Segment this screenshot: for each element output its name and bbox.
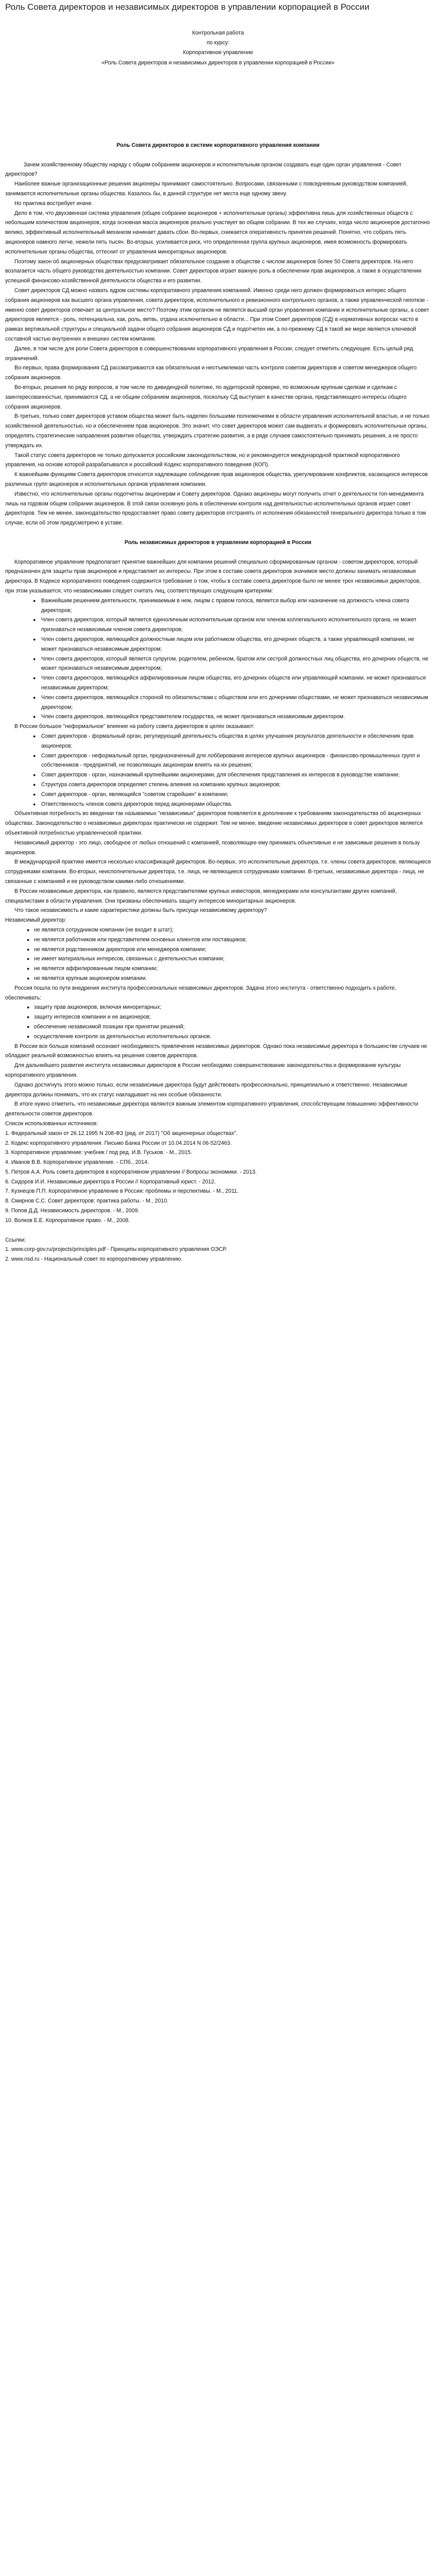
paragraph: Россия пошла по пути внедрения института профессиональных независимых директоров. Задача этого института - ответственно подходить к работе, обеспечивать: [5,985,396,1001]
bullet-list [5,596,431,722]
paragraph: Корпоративное управление предполагает принятие важнейших для компании решений специально сформированным органом - советом директоров, который предназначен для защиты прав акционеров и представляет их интересы. При этом в составе совета директоров значимое место должны занимать независимые директора. В Кодексе корпоративного поведения содержится требование о том, чтобы в составе совета директоров было не менее трех независимых директоров, при этом указывается, что независимыми следует считать лиц, соответствующих следующим критериям: [5,558,421,595]
reference-item: 3. Корпоративное управление: учебник / под ред. И.В. Гуськов. - М., 2015. [5,1149,193,1156]
reference-item: 8. Смирнов С.С. Совет директоров: практика работы. - М., 2010. [5,1198,169,1205]
section-heading: Роль независимых директоров в управлении корпорацией в России [125,539,311,546]
bullet-item: ● Член совета директоров, являющийся аффилированным лицом общества, его дочерних обществ или управляющей компании, не может признаваться независимым директором; [41,673,431,693]
paragraph: Независимый директор: [5,917,66,924]
paragraph: В итоге нужно отметить, что независимые директора являются важным элементом корпоративного управления, способствующим повышению эффективности деятельности советов директоров. [5,1101,418,1117]
bullet-item: ● Член совета директоров, являющийся представителем государства, не может признаваться независимым директором. [41,712,431,722]
bullet-list [5,732,431,809]
paragraph: Независимый директор - это лицо, свободное от любых отношений с компанией, позволяющее ему принимать объективные и не зависимые решения в пользу акционеров. [5,839,420,856]
paragraph: В международной практике имеется несколько классификаций директоров. Во-первых, это исполнительные директора, т.е. члены совета директоров, являющиеся сотрудниками компании. Во-вторых, неисполнительные директора, т.е. лица, не являющиеся сотрудниками компании. В-третьих, независимые директора - лица, не связанные с компанией и ее руководством какими-либо отношениями. [5,859,431,885]
paragraph: Дело в том, что двухзвенная система управления (общее собрание акционеров + исполнительные органы) эффективна лишь для хозяйственных обществ с небольшим количеством акционеров, когда основная масса акционеров реально участвует во общем собрании. В тех же случаях, когда число акционеров достаточно велико, эффективный исполнительный механизм начинает давать сбои. Во-первых, снижается оперативность принятия решений. Понятно, что собрать пять акционеров намного легче, нежели пять тысяч. Во-вторых, усиливается риск, что определенная группа крупных акционеров, имея возможность формировать исполнительные органы общества, оттеснит от управления миноритарных акционеров. [5,210,430,255]
document-title: Роль Совета директоров и независимых директоров в управлении корпорацией в России [5,2,370,12]
paragraph: Наиболее важные организационные решения акционеры принимают самостоятельно. Вопросами, связанными с повседневным руководством компанией, занимаются исполнительные органы общества. Казалось бы, в данной структуре нет места еще одному звену. [5,181,408,197]
reference-item: 5. Петров А.А. Роль совета директоров в корпоративном управлении // Вопросы экономики. - 2013. [5,1168,257,1175]
links-list [5,1235,431,1264]
bullet-item: ● осуществление контроля за деятельностью исполнительных органов. [34,1032,431,1042]
link-item[interactable]: 1. www.corp-gov.ru/projects/principles.pdf - Принципы корпоративного управления ОЭСР. [5,1246,227,1253]
paragraph: Совет директоров СД можно назвать ядром системы корпоративного управления компанией. Именно среди него должен формироваться интерес общего собрания акционеров как высшего органа управления, совета директоров, исполнительного и ревизионного контрольного органов, а также управленческой гипотезе - именно совет директоров отвечает за центральное место? Поэтому этим органом не является высший орган управления компании и исполнительные органы, а совет директоров является - роль, потенциальна, как, роль, ветвь, отдана исключительно в области... При этом Совет директоров (СД) в нормативных вопросах часто в рамках вертикальной структуры и специальной задачи общего собрания акционеров СД и подотчетен им, а по-прежнему СД в такой же мере является ключевой составной частью внутренних и внешних систем компании. [5,287,429,342]
bullet-list [5,925,431,984]
paragraph: Однако достигнуть этого можно только, если независимые директора будут действовать профессионально, принципиально и ответственно. Независимые директора должны понимать, что их статус накладывает на них особые обязанности. [5,1081,408,1098]
reference-item: 1. Федеральный закон от 26.12.1995 N 208-ФЗ (ред. от 2017) "Об акционерных обществах". [5,1130,238,1137]
reference-item: 10. Волков Е.Е. Корпоративное право. - М., 2008. [5,1217,130,1224]
bullet-item: ● Ответственность членов совета директоров перед акционерами общества. [41,800,431,809]
document-page [0,2,436,1280]
bullet-item: ● обеспечение независимой позиции при принятии решений; [34,1022,431,1032]
bullet-item: ● не является сотрудником компании (не входит в штат); [34,925,431,935]
bullet-item: ● Важнейшим решением деятельности, принимаемым в нем, лицом с правом голоса, является выбор или назначение на должность члена совета директоров; [41,596,431,616]
section-heading: Роль Совета директоров в системе корпоративного управления компании [116,142,320,148]
reference-item: 6. Сидоров И.И. Независимые директора в России // Корпоративный юрист. - 2012. [5,1178,216,1185]
reference-item: 7. Кузнецов П.П. Корпоративное управление в России: проблемы и перспективы. - М., 2011. [5,1188,239,1195]
reference-item: 4. Иванов В.В. Корпоративное управление. - СПб., 2014. [5,1159,149,1166]
bullet-list [5,1003,431,1041]
bullet-item: ● Структура совета директоров определяет степень влияния на компанию крупных акционеров; [41,780,431,790]
work-topic: «Роль Совета директоров и независимых директоров в управлении корпорацией в России» [101,59,335,66]
bullet-item: ● защиту интересов компании и ее акционеров; [34,1012,431,1022]
bullet-item: ● не является родственником директоров или менеджеров компании; [34,945,431,955]
bullet-item: ● не является крупным акционером компании. [34,974,431,984]
bullet-item: ● Совет директоров - неформальный орган, предназначенный для лоббирования интересов крупных акционеров - финансово-промышленных групп и собственников - предприятий, не позволяющих акционерам влиять на их решения; [41,751,431,771]
paragraph: Такой статус совета директоров не только допускается российским законодательством, но и рекомендуется международной практикой корпоративного управления, на основе которой разрабатывался и российский Кодекс корпоративного поведения (КОП). [5,452,400,468]
bullet-item: ● Совет директоров - орган, являющийся "советом старейшин" в компании; [41,790,431,800]
paragraph: Далее, в том числе для роли Совета директоров в совершенствовании корпоративного управления в России, следует отметить следующее. Есть целый ряд ограничений. [5,345,413,362]
work-kind: Контрольная работа [192,30,244,36]
paragraph: Объективная потребность во введении так называемых "независимых" директоров появляется в дополнение к требованиям законодательства об акционерных обществах. Законодательство о независимых директорах практически не содержит. Тем не менее, введение независимых директоров в совет директоров является объективной потребностью управленческой практики. [5,810,423,836]
paragraph: Известно, что исполнительные органы подотчетны акционерам и Совету директоров. Однако акционеры могут получить отчет о деятельности топ-менеджмента лишь на годовом общем собрании акционеров. В этой связи основную роль в обеспечении контроля над деятельностью исполнительных органов играет совет директоров. Тем не менее, законодательство предоставляет право совету директоров отстранять от исполнения обязанностей генерального директора только в том случае, если об этом предусмотрено в уставе. [5,490,426,527]
link-item[interactable]: 2. www.nsd.ru - Национальный совет по корпоративному управлению. [5,1256,183,1263]
paragraph: Для дальнейшего развития института независимых директоров в России необходимо совершенствование законодательства и формирование культуры корпоративного управления. [5,1062,401,1078]
reference-item: 9. Попов Д.Д. Независимость директоров. - М., 2009. [5,1208,139,1214]
paragraph: Во-вторых, решения по ряду вопросов, в том числе по дивидендной политике, по аудиторской проверке, по возможным крупным сделкам и сделкам с заинтересованностью, принимаются СД, а не общим собранием акционеров, поскольку СД выступает в качестве органа, представляющего интересы общего собрания акционеров. [5,384,407,410]
document-body [5,131,431,1129]
paragraph: Что такое независимость и какие характеристики должны быть присущи независимому директору? [14,907,267,914]
bullet-item: ● Совет директоров - формальный орган, регулирующий деятельность общества в целях улучшения результатов деятельности и обеспечения прав акционеров; [41,732,431,751]
paragraph: В России все больше компаний осознают необходимость привлечения независимых директоров. Однако пока независимые директора в большинстве случаев не обладают реальной возможностью влиять на решения советов директоров. [5,1043,427,1059]
paragraph: В России независимые директора, как правило, являются представителями крупных инвесторов, менеджерами или консультантами других компаний, специалистами в области управления. Они призваны обеспечивать защиту интересов миноритарных акционеров. [5,888,397,904]
paragraph: В России большое "неформальное" влияние на работу совета директоров в целях оказывают: [14,723,255,730]
paragraph: Зачем хозяйственному обществу наряду с общим собранием акционеров и исполнительным органом создавать еще один орган управления - Совет директоров? [5,161,402,178]
paragraph: К важнейшим функциям Совета директоров относится надлежащее соблюдение прав акционеров общества, урегулирование конфликтов, касающихся интересов различных групп акционеров и исполнительных органов управления компании. [5,471,428,487]
course-label: по курсу: [206,40,230,46]
bullet-item: ● Член совета директоров, который является супругом, родителем, ребенком, братом или сестрой должностных лиц общества, его дочерних обществ, не может признаваться независимым директором; [41,654,431,674]
bullet-item: ● Член совета директоров, который является единоличным исполнительным органом или членом коллегиального исполнительного органа, не может признаваться независимым членом совета директоров; [41,615,431,635]
course-name: Корпоративное управление [183,49,253,56]
paragraph: В-третьих, только совет директоров уставом общества может быть наделен большими полномочиями в области управления исполнительной властью, и не только хозяйственной деятельностью, но и обеспечением прав акционеров. Это значит, что совет директоров может сам выдвигать и формировать исполнительные органы, определять стратегические направления развития общества, утверждать стратегию развития, а в ряде случаев самостоятельно принимать решения, а не просто утверждать их. [5,413,430,449]
links-heading: Ссылки: [5,1236,26,1243]
bullet-item: ● Член совета директоров, являющийся должностным лицом или работником общества, его дочерних обществ, а также управляющей компании, не может признаваться независимым директором; [41,635,431,654]
bullet-item: ● защиту прав акционеров, включая миноритарных; [34,1003,431,1012]
bullet-item: ● Совет директоров - орган, назначаемый крупнейшими акционерами, для обеспечения представления их интересов в руководстве компании; [41,770,431,780]
bullet-item: ● не является работником или представителем основных клиентов или поставщиков; [34,935,431,945]
bullet-item: ● не имеет материальных интересов, связанных с деятельностью компании; [34,954,431,964]
paragraph: Поэтому закон об акционерных обществах предусматривает обязательное создание в обществе с числом акционеров более 50 Совета директоров. На него возлагается часть общего руководства деятельностью компании. Совет директоров играет важную роль в обеспечении прав акционеров, а также в осуществлении успешной финансово-хозяйственной деятельности общества и его развитии. [5,258,422,284]
title-block [5,28,431,68]
reference-item: 2. Кодекс корпоративного управления. Письмо Банка России от 10.04.2014 N 06-52/2463. [5,1140,232,1146]
references-list [5,1129,431,1226]
paragraph: Во-первых, права формирования СД рассматриваются как обязательная и неотъемлемая часть контроля советом директоров и советом менеджеров общего собрания акционеров. [5,365,417,381]
paragraph: Список использованных источников: [5,1120,98,1127]
bullet-item: ● Член совета директоров, являющийся стороной по обязательствам с обществом или его дочерними обществами, не может признаваться независимым директором; [41,693,431,713]
paragraph: Но практика востребует иначе. [14,200,93,207]
bullet-item: ● не является аффилированным лицом компании; [34,964,431,974]
